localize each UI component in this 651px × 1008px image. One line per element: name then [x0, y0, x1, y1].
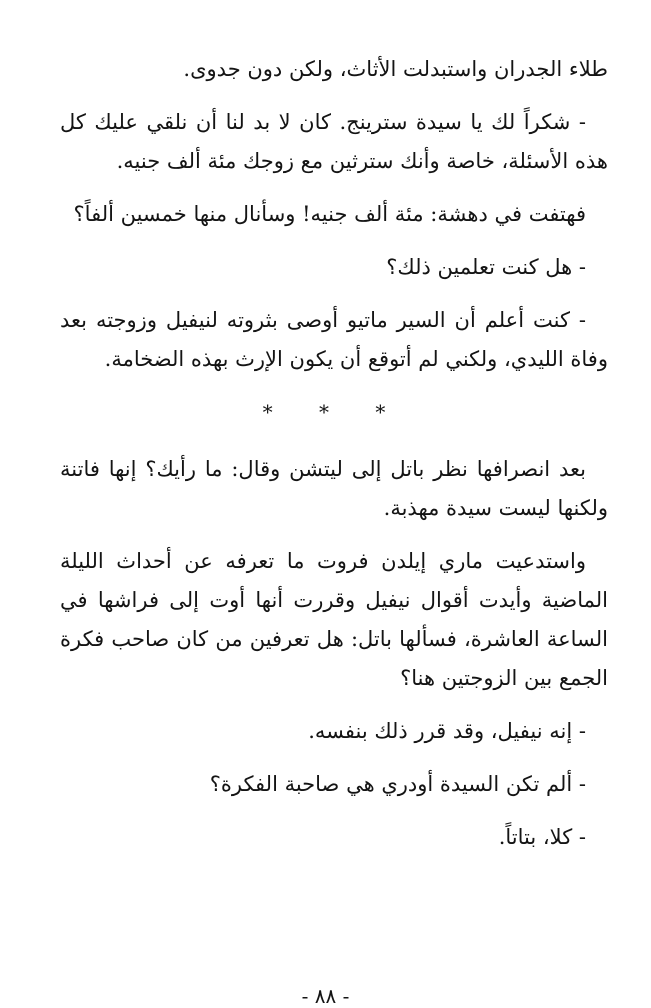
page-number: - ٨٨ -	[301, 984, 350, 1008]
dialogue-line: - ألم تكن السيدة أودري هي صاحبة الفكرة؟	[209, 772, 586, 796]
paragraph: بعد انصرافها نظر باتل إلى ليتشن وقال: ما رأيك؟ إنها فاتنة ولكنها ليست سيدة مهذبة.	[60, 457, 608, 520]
section-separator: * * *	[262, 400, 406, 424]
dialogue-line: - إنه نيفيل، وقد قرر ذلك بنفسه.	[308, 719, 586, 743]
paragraph-continued: طلاء الجدران واستبدلت الأثاث، ولكن دون جدوى.	[183, 57, 608, 81]
paragraph: فهتفت في دهشة: مئة ألف جنيه! وسأنال منها خمسين ألفاً؟	[73, 202, 586, 226]
dialogue-line: - هل كنت تعلمين ذلك؟	[386, 255, 586, 279]
dialogue-line: - كنت أعلم أن السير ماتيو أوصى بثروته لنيفيل وزوجته بعد وفاة الليدي، ولكني لم أتوقع أن يكون الإرث بهذه الضخامة.	[60, 308, 608, 371]
paragraph: واستدعيت ماري إيلدن فروت ما تعرفه عن أحداث الليلة الماضية وأيدت أقوال نيفيل وقررت أنها أوت إلى فراشها في الساعة العاشرة، فسألها باتل: هل تعرفين من كان صاحب فكرة الجمع بين الزوجتين هنا؟	[60, 549, 608, 690]
page-body	[60, 50, 608, 871]
dialogue-line: - شكراً لك يا سيدة سترينج. كان لا بد لنا أن نلقي عليك كل هذه الأسئلة، خاصة وأنك سترثين مع زوجك مئة ألف جنيه.	[60, 110, 608, 173]
dialogue-line: - كلا، بتاتاً.	[498, 825, 586, 849]
